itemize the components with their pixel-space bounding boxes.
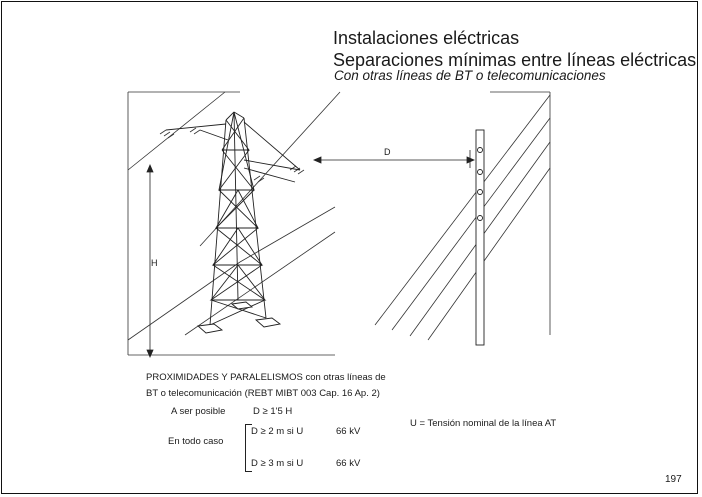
page-subtitle: Separaciones mínimas entre líneas eléctricas — [333, 50, 697, 70]
height-label: H — [151, 258, 158, 268]
condition-1-voltage: 66 kV — [336, 426, 361, 437]
distance-label: D — [384, 147, 391, 157]
mandatory-label: En todo caso — [168, 436, 224, 447]
condition-2-formula: D ≥ 3 m si U — [251, 458, 304, 469]
condition-1-formula: D ≥ 2 m si U — [251, 426, 304, 437]
section-heading: Con otras líneas de BT o telecomunicaciones — [334, 68, 606, 83]
page-number: 197 — [665, 474, 682, 485]
condition-2-voltage: 66 kV — [336, 458, 361, 469]
proximity-text-line1: PROXIMIDADES Y PARALELISMOS con otras líneas de — [146, 372, 386, 383]
preferred-label: A ser posible — [171, 406, 226, 417]
voltage-legend: U = Tensión nominal de la línea AT — [410, 418, 557, 429]
preferred-formula: D ≥ 1'5 H — [253, 406, 293, 417]
proximity-text-line2: BT o telecomunicación (REBT MIBT 003 Cap. 16 Ap. 2) — [146, 388, 380, 399]
page-title: Instalaciones eléctricas — [333, 28, 520, 48]
